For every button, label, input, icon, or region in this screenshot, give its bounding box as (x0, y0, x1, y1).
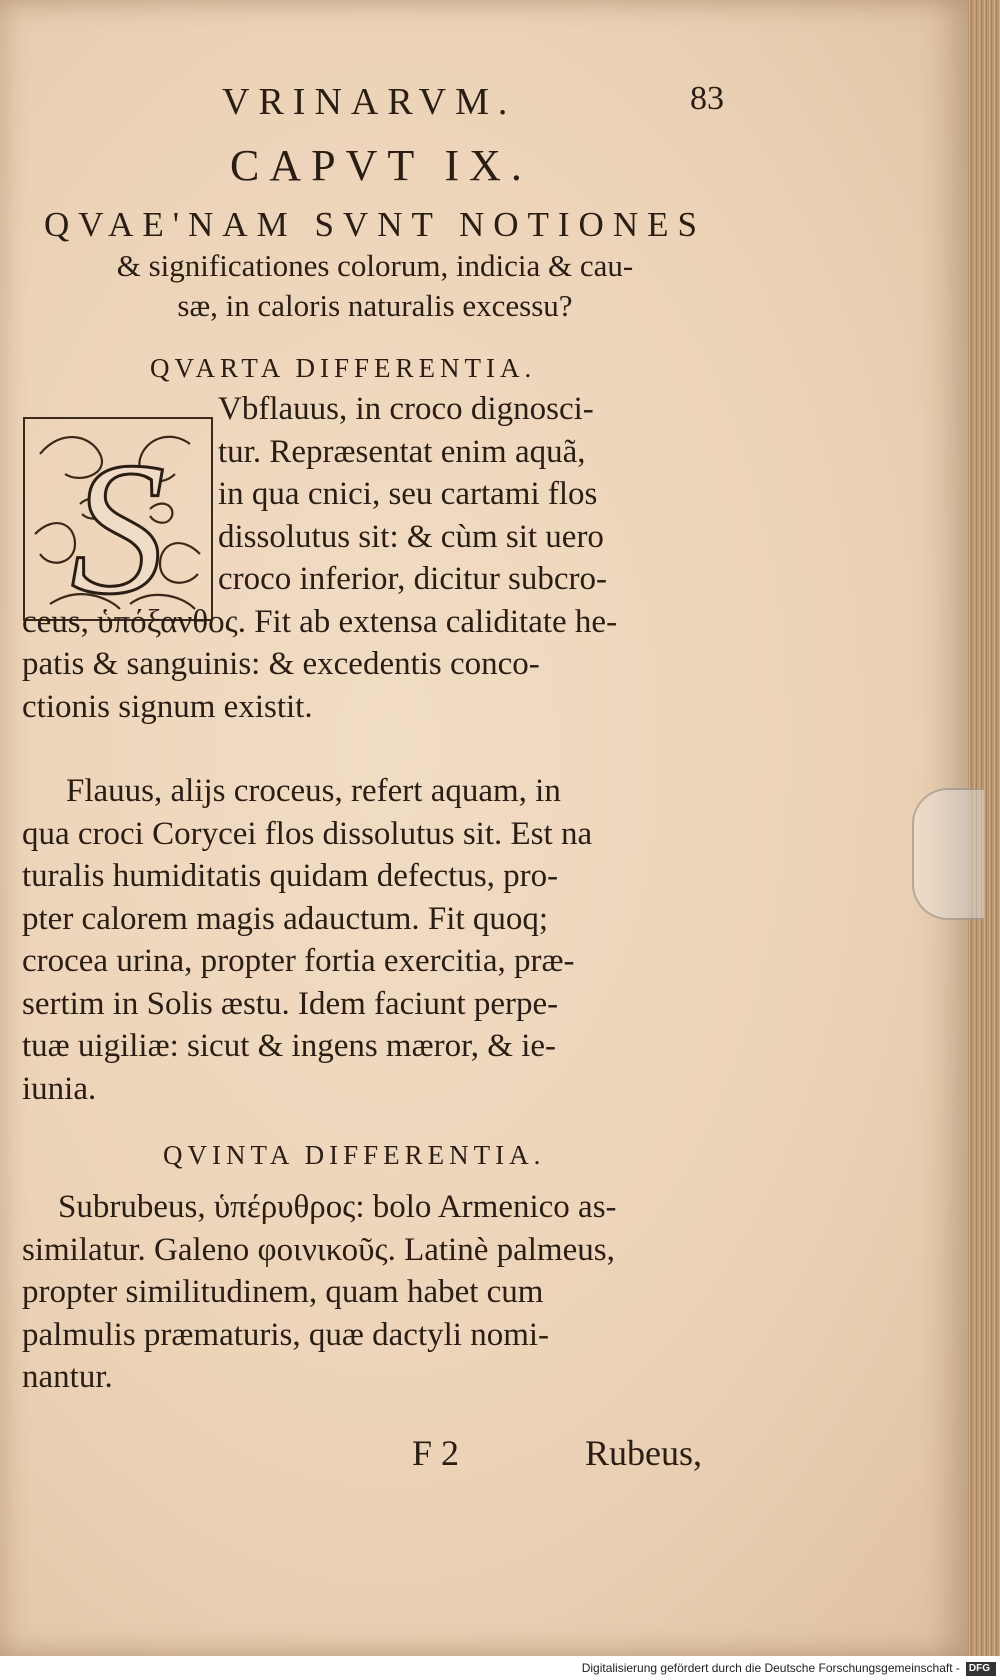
page-clip-icon (912, 788, 984, 920)
text-line: qua croci Corycei flos dissolutus sit. Est na (22, 815, 593, 852)
text-line: propter similitudinem, quam habet cum (22, 1274, 544, 1310)
running-head-title: VRINARVM. (222, 81, 517, 123)
text-line: tuæ uigiliæ: sicut & ingens mæror, & ie- (22, 1028, 556, 1064)
text-line: tur. Repræsentat enim aquã, (218, 433, 586, 470)
text-line: iunia. (22, 1070, 97, 1107)
footer-credit: Digitalisierung gefördert durch die Deutsche Forschungsgemeinschaft - (581, 1661, 960, 1675)
text-line: in qua cnici, seu cartami flos (218, 476, 598, 512)
text-line: palmulis præmaturis, quæ dactyli nomi- (22, 1316, 550, 1353)
question-line-1: QVAE'NAM SVNT NOTIONES (44, 205, 706, 244)
text-line: patis & sanguinis: & excedentis conco- (22, 646, 540, 682)
text-line: Flauus, alijs croceus, refert aquam, in (66, 773, 561, 809)
text-line: dissolutus sit: & cùm sit uero (218, 518, 604, 555)
text-line: crocea urina, propter fortia exercitia, præ- (22, 943, 575, 979)
paragraph-quinta-1 (22, 1186, 617, 1399)
question-line-2: & significationes colorum, indicia & cau- (116, 248, 634, 283)
section-heading-quinta: QVINTA DIFFERENTIA. (163, 1140, 546, 1170)
text-line: nantur. (22, 1359, 113, 1395)
text-line: ctionis signum existit. (22, 688, 313, 725)
text-line: turalis humiditatis quidam defectus, pro- (22, 858, 559, 894)
catchword: Rubeus, (585, 1433, 702, 1473)
svg-text:S: S (70, 424, 166, 624)
signature-mark: F 2 (412, 1433, 460, 1473)
chapter-question (35, 205, 715, 325)
dfg-logo: DFG (966, 1662, 996, 1676)
digitization-footer (0, 1656, 1000, 1680)
section-heading-quarta: QVARTA DIFFERENTIA. (150, 353, 537, 383)
text-line: ceus, ὑπόξανθος. Fit ab extensa caliditate he- (22, 603, 618, 640)
text-line: croco inferior, dicitur subcro- (218, 561, 608, 597)
text-line: Vbflauus, in croco dignosci- (218, 391, 594, 427)
text-line: similatur. Galeno φοινικοῦς. Latinè palmeus, (22, 1231, 615, 1268)
page-number: 83 (690, 80, 724, 117)
text-line: Subrubeus, ὑπέρυθρος: bolo Armenico as- (58, 1189, 617, 1225)
text-line: sertim in Solis æstu. Idem faciunt perpe- (22, 985, 559, 1022)
chapter-title: CAPVT IX. (230, 141, 532, 190)
paragraph-quarta-2 (22, 770, 592, 1110)
text-line: pter calorem magis adauctum. Fit quoq; (22, 900, 549, 937)
question-line-3: sæ, in caloris naturalis excessu? (177, 288, 573, 323)
paragraph-quarta-1 (22, 388, 617, 728)
